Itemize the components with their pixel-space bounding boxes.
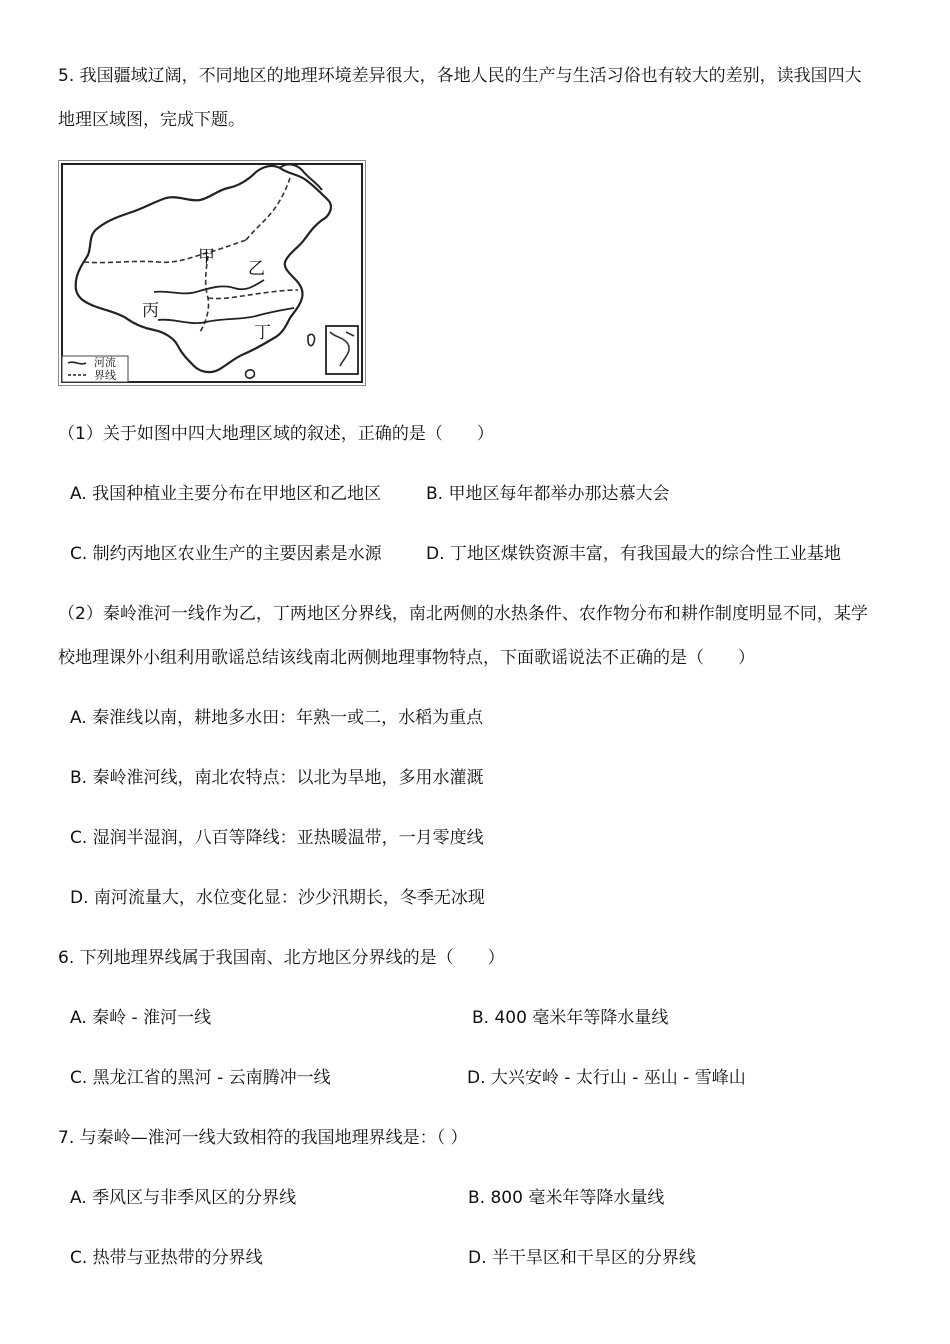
q5-sub2-option-b: B. 秦岭淮河线，南北农特点：以北为旱地，多用水灌溉 — [70, 768, 484, 788]
q6-option-b: B. 400 毫米年等降水量线 — [472, 1008, 669, 1028]
q5-sub2-option-a: A. 秦淮线以南，耕地多水田：年熟一或二，水稻为重点 — [70, 708, 484, 728]
q5-sub1-option-d: D. 丁地区煤铁资源丰富，有我国最大的综合性工业基地 — [426, 544, 841, 564]
q5-stem-line1: 5. 我国疆域辽阔，不同地区的地理环境差异很大，各地人民的生产与生活习俗也有较大的差别，读我国四大 — [58, 66, 862, 86]
q5-sub2-option-d: D. 南河流量大，水位变化显：沙少汛期长，冬季无冰现 — [70, 888, 485, 908]
q5-sub2-stem-line1: （2）秦岭淮河一线作为乙，丁两地区分界线，南北两侧的水热条件、农作物分布和耕作制度明显不同，某学 — [58, 604, 868, 624]
map-label-bing: 丙 — [142, 301, 159, 321]
q5-sub1-option-b: B. 甲地区每年都举办那达慕大会 — [426, 484, 670, 504]
q7-option-a: A. 季风区与非季风区的分界线 — [70, 1188, 297, 1208]
q7-option-c: C. 热带与亚热带的分界线 — [70, 1248, 263, 1268]
q5-sub1-stem: （1）关于如图中四大地理区域的叙述，正确的是（ ） — [58, 424, 494, 444]
map-label-yi: 乙 — [248, 259, 265, 279]
q6-stem: 6. 下列地理界线属于我国南、北方地区分界线的是（ ） — [58, 948, 505, 968]
map-label-jia: 甲 — [198, 247, 215, 267]
q6-option-c: C. 黑龙江省的黑河 - 云南腾冲一线 — [70, 1068, 331, 1088]
q5-sub1-option-a: A. 我国种植业主要分布在甲地区和乙地区 — [70, 484, 382, 504]
q7-option-d: D. 半干旱区和干旱区的分界线 — [468, 1248, 696, 1268]
q7-option-b: B. 800 毫米年等降水量线 — [468, 1188, 665, 1208]
q6-option-a: A. 秦岭 - 淮河一线 — [70, 1008, 212, 1028]
q5-sub2-stem-line2: 校地理课外小组利用歌谣总结该线南北两侧地理事物特点，下面歌谣说法不正确的是（ ） — [58, 648, 755, 668]
china-regions-map — [58, 160, 366, 386]
map-label-ding: 丁 — [254, 323, 271, 343]
legend-river-label: 河流 — [94, 356, 116, 369]
q6-option-d: D. 大兴安岭 - 太行山 - 巫山 - 雪峰山 — [467, 1068, 746, 1088]
q5-sub2-option-c: C. 湿润半湿润，八百等降线：亚热暖温带，一月零度线 — [70, 828, 484, 848]
q5-sub1-option-c: C. 制约丙地区农业生产的主要因素是水源 — [70, 544, 382, 564]
q5-stem-line2: 地理区域图，完成下题。 — [58, 110, 245, 130]
legend-boundary-label: 界线 — [94, 369, 116, 382]
q7-stem: 7. 与秦岭—淮河一线大致相符的我国地理界线是：（ ） — [58, 1128, 468, 1148]
